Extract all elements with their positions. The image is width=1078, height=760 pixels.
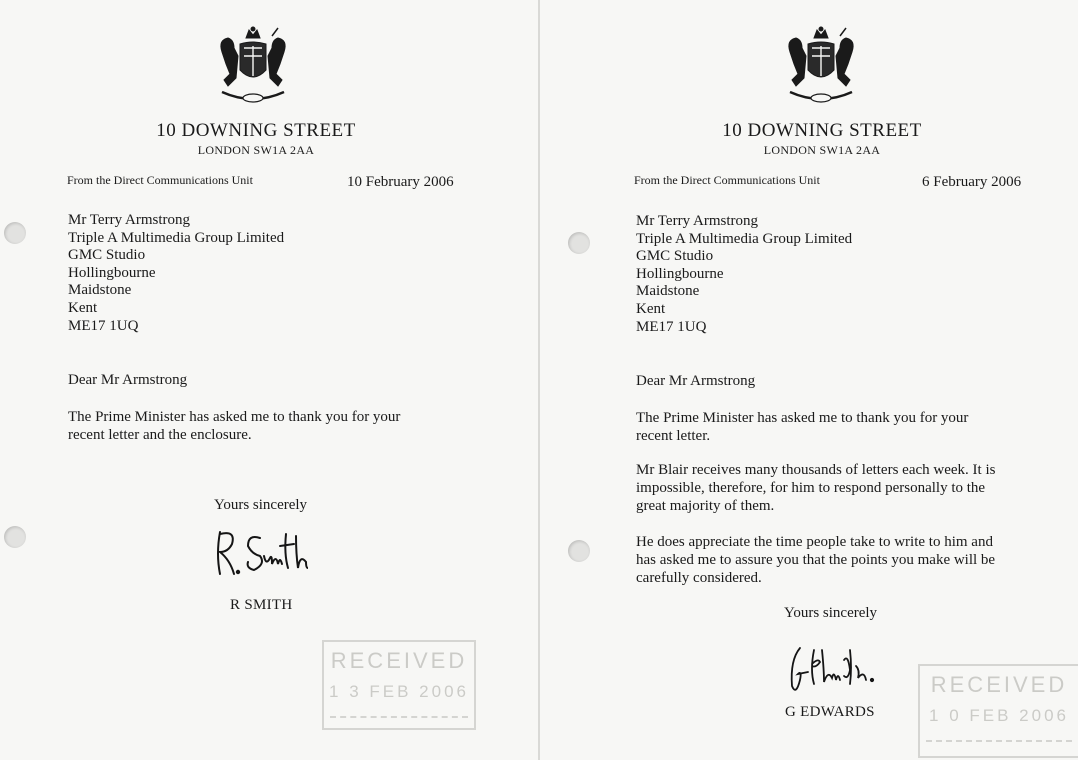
- recipient-line: Triple A Multimedia Group Limited: [68, 229, 285, 246]
- recipient-line: ME17 1UQ: [68, 317, 139, 334]
- stamp-label: RECEIVED: [930, 672, 1068, 697]
- closing: Yours sincerely: [214, 497, 308, 513]
- body-paragraph: The Prime Minister has asked me to thank you for your recent letter and the enclosure.: [68, 409, 401, 443]
- recipient-address: [636, 213, 852, 336]
- punch-hole: [4, 526, 26, 548]
- letter-date: 6 February 2006: [922, 174, 1022, 190]
- body-paragraph: Mr Blair receives many thousands of letters each week. It is impossible, therefore, for him to respond personally to the great majority of them.: [636, 462, 996, 514]
- punch-hole: [568, 232, 590, 254]
- recipient-line: Hollingbourne: [68, 264, 156, 281]
- recipient-line: Maidstone: [68, 282, 132, 299]
- letterhead-title: 10 DOWNING STREET: [156, 120, 356, 141]
- recipient-line: Hollingbourne: [636, 265, 724, 282]
- body-paragraph: The Prime Minister has asked me to thank you for your recent letter.: [636, 410, 969, 444]
- letterhead-address: [126, 120, 386, 158]
- recipient-line: Triple A Multimedia Group Limited: [636, 230, 853, 247]
- salutation: Dear Mr Armstrong: [636, 373, 756, 389]
- letterhead-address: [692, 120, 952, 158]
- recipient-line: Kent: [636, 300, 666, 317]
- royal-coat-of-arms-icon: [208, 26, 298, 106]
- letter-left: [0, 0, 538, 760]
- letterhead-title: 10 DOWNING STREET: [722, 120, 922, 141]
- letter-right: [540, 0, 1078, 760]
- closing: Yours sincerely: [784, 605, 878, 621]
- handwritten-signature: [212, 524, 308, 584]
- stamp-date: 1 3 FEB 2006: [329, 682, 469, 701]
- recipient-line: Mr Terry Armstrong: [68, 212, 190, 228]
- handwritten-signature: [786, 640, 886, 700]
- signer-name: R SMITH: [230, 597, 293, 613]
- letter-date: 10 February 2006: [347, 174, 454, 190]
- recipient-line: Maidstone: [636, 283, 700, 300]
- from-unit: From the Direct Communications Unit: [634, 173, 820, 187]
- letterhead-postcode: LONDON SW1A 2AA: [197, 143, 315, 157]
- punch-hole: [568, 540, 590, 562]
- punch-hole: [4, 222, 26, 244]
- royal-coat-of-arms-icon: [776, 26, 866, 106]
- recipient-line: GMC Studio: [68, 247, 146, 264]
- from-unit: From the Direct Communications Unit: [67, 173, 253, 187]
- recipient-line: GMC Studio: [636, 248, 714, 265]
- recipient-line: ME17 1UQ: [636, 318, 707, 335]
- stamp-date: 1 0 FEB 2006: [929, 706, 1069, 725]
- received-stamp: [322, 640, 476, 730]
- received-stamp: [918, 664, 1078, 758]
- recipient-line: Kent: [68, 299, 98, 316]
- recipient-address: [68, 212, 284, 335]
- letterhead-postcode: LONDON SW1A 2AA: [763, 143, 881, 157]
- signer-name: G EDWARDS: [785, 704, 875, 720]
- stamp-label: RECEIVED: [330, 648, 468, 673]
- salutation: Dear Mr Armstrong: [68, 372, 188, 388]
- body-paragraph: He does appreciate the time people take to write to him and has asked me to assure you that the points you make will be carefully considered.: [636, 534, 996, 586]
- recipient-line: Mr Terry Armstrong: [636, 213, 758, 229]
